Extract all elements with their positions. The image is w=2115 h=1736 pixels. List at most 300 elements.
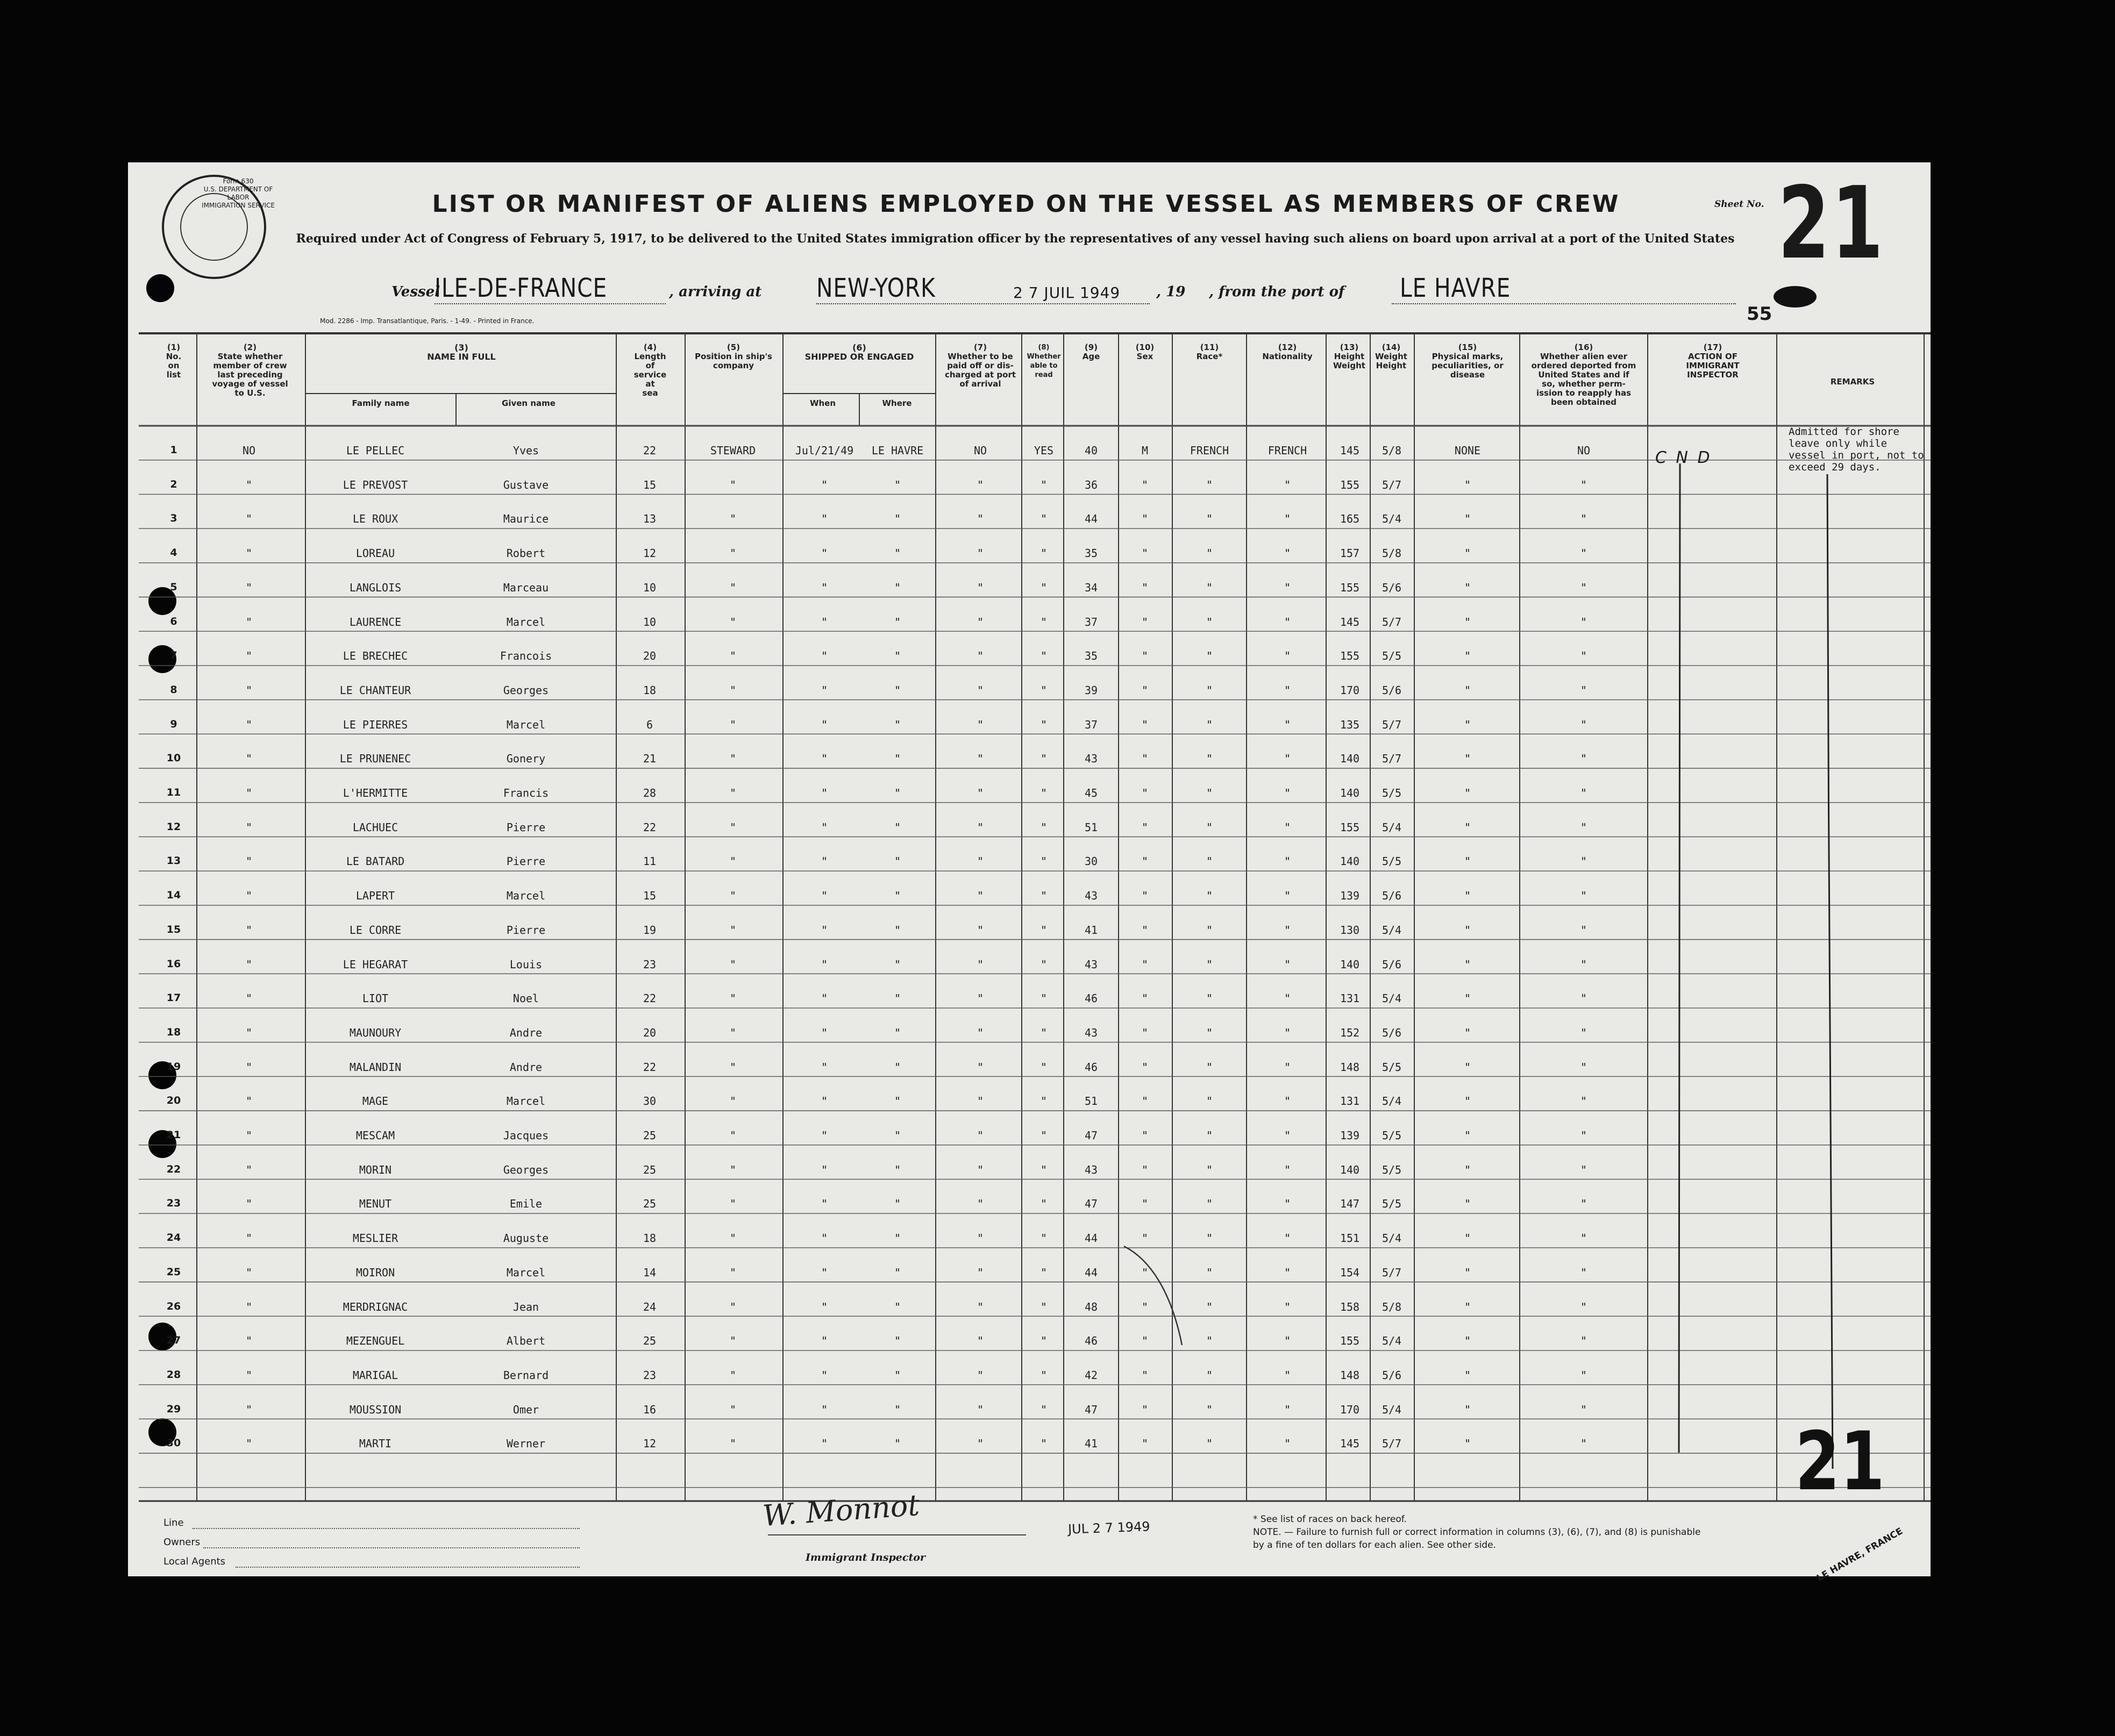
- cell-given: Emile: [509, 1197, 543, 1211]
- races-note: * See list of races on back hereof.: [1253, 1514, 1407, 1525]
- cell-paid-off: ": [977, 1060, 984, 1074]
- cell-read: ": [1040, 1197, 1048, 1211]
- cell-age: 41: [1084, 1437, 1098, 1451]
- cell-marks: ": [1464, 1266, 1471, 1279]
- cell-age: 48: [1084, 1300, 1098, 1313]
- cell-where: ": [894, 615, 901, 628]
- cell-given: Yves: [512, 444, 539, 457]
- cell-where: ": [894, 649, 901, 663]
- cell-prev: ": [245, 478, 253, 491]
- cell-position: ": [729, 1197, 737, 1211]
- cell-when: ": [821, 478, 828, 491]
- cell-service: 20: [643, 649, 657, 663]
- cell-height: 5/4: [1381, 992, 1402, 1005]
- cell-paid-off: ": [977, 683, 984, 697]
- cell-marks: NONE: [1454, 444, 1481, 457]
- cell-age: 36: [1084, 478, 1098, 491]
- cell-nationality: ": [1284, 718, 1291, 731]
- cell-prev: ": [245, 923, 253, 937]
- cell-race: ": [1206, 1060, 1213, 1074]
- cell-paid-off: ": [977, 923, 984, 937]
- cell-prev: ": [245, 1232, 253, 1245]
- col-header-given-name: Given name: [502, 398, 556, 408]
- cell-read: ": [1040, 1300, 1048, 1313]
- cell-sex: ": [1141, 478, 1149, 491]
- cell-sex: ": [1141, 787, 1149, 799]
- cell-when: ": [821, 958, 828, 971]
- cell-position: ": [729, 1026, 737, 1039]
- cell-service: 11: [643, 855, 657, 868]
- cell-read: ": [1040, 718, 1048, 731]
- cell-when: ": [821, 1163, 828, 1176]
- cell-race: ": [1206, 923, 1213, 937]
- cell-position: ": [729, 1163, 737, 1176]
- cell-nationality: ": [1284, 1300, 1291, 1313]
- action-ditto-line: [1679, 463, 1680, 1453]
- cell-service: 18: [643, 1232, 657, 1245]
- cell-no: 12: [166, 820, 181, 833]
- cell-where: ": [894, 1197, 901, 1211]
- cell-deported: ": [1580, 649, 1587, 663]
- cell-where: ": [894, 1334, 901, 1348]
- cell-when: ": [821, 1437, 828, 1451]
- cell-race: ": [1206, 547, 1213, 560]
- cell-no: 7: [170, 649, 177, 662]
- cell-nationality: ": [1284, 683, 1291, 697]
- cell-read: ": [1040, 1129, 1048, 1142]
- cell-marks: ": [1464, 1437, 1471, 1451]
- cell-prev: ": [245, 958, 253, 971]
- cell-height: 5/4: [1381, 820, 1402, 834]
- cell-when: ": [821, 1368, 828, 1382]
- local-agents-label: Local Agents: [163, 1556, 226, 1567]
- cell-paid-off: ": [977, 581, 984, 594]
- col-header-where: Where: [882, 398, 912, 408]
- cell-read: ": [1040, 992, 1048, 1005]
- cell-age: 51: [1084, 1095, 1098, 1108]
- col-header-nationality: (12) Nationality: [1262, 342, 1313, 361]
- cell-deported: ": [1580, 478, 1587, 491]
- cell-no: 6: [170, 615, 177, 627]
- cell-marks: ": [1464, 1334, 1471, 1348]
- cell-paid-off: ": [977, 547, 984, 560]
- cell-age: 46: [1084, 1334, 1098, 1348]
- cell-when: ": [821, 1197, 828, 1211]
- cell-weight: 139: [1340, 1129, 1360, 1142]
- cell-deported: ": [1580, 547, 1587, 560]
- cell-no: 18: [166, 1026, 181, 1038]
- cell-marks: ": [1464, 1026, 1471, 1039]
- cell-deported: ": [1580, 752, 1587, 766]
- cell-where: ": [894, 718, 901, 731]
- cell-where: ": [894, 958, 901, 971]
- cell-read: ": [1040, 1163, 1048, 1176]
- cell-where: ": [894, 683, 901, 697]
- cell-service: 19: [643, 923, 657, 937]
- cell-when: ": [821, 581, 828, 594]
- cell-given: Marcel: [506, 889, 546, 903]
- cell-deported: ": [1580, 923, 1587, 937]
- cell-weight: 155: [1340, 581, 1360, 594]
- cell-service: 28: [643, 787, 657, 799]
- cell-given: Marceau: [503, 581, 549, 594]
- cell-read: ": [1040, 1026, 1048, 1039]
- col-header-family-name: Family name: [352, 398, 410, 408]
- cell-family: MESCAM: [355, 1129, 395, 1142]
- col-header-able-to-read: (8) Whether able to read: [1027, 344, 1061, 379]
- cell-race: ": [1206, 649, 1213, 663]
- cell-age: 43: [1084, 752, 1098, 766]
- cell-weight: 140: [1340, 855, 1360, 868]
- col-header-shipped-engaged: (6) SHIPPED OR ENGAGED: [804, 342, 914, 362]
- cell-service: 15: [643, 889, 657, 903]
- page-number: 55: [1747, 303, 1772, 325]
- cell-deported: ": [1580, 1129, 1587, 1142]
- footer-date-stamp: JUL 2 7 1949: [1067, 1519, 1150, 1537]
- cell-marks: ": [1464, 547, 1471, 560]
- cell-where: ": [894, 1163, 901, 1176]
- cell-sex: ": [1141, 512, 1149, 526]
- cell-service: 21: [643, 752, 657, 766]
- cell-paid-off: ": [977, 1266, 984, 1279]
- cell-sex: ": [1141, 1095, 1149, 1108]
- col-header-name: (3) NAME IN FULL: [427, 342, 496, 362]
- cell-read: ": [1040, 958, 1048, 971]
- cell-height: 5/5: [1381, 1060, 1402, 1074]
- cell-no: 29: [166, 1403, 181, 1415]
- cell-height: 5/5: [1381, 1197, 1402, 1211]
- cell-age: 35: [1084, 547, 1098, 560]
- cell-height: 5/6: [1381, 683, 1402, 697]
- col-header-deported: (16) Whether alien ever ordered deported from United States and if so, whether perm- ission to reapply has been obtained: [1531, 342, 1636, 407]
- printer-line: Mod. 2286 - Imp. Transatlantique, Paris. - 1-49. - Printed in France.: [320, 317, 535, 325]
- cell-family: MERDRIGNAC: [343, 1300, 408, 1313]
- cell-sex: ": [1141, 615, 1149, 628]
- cell-race: ": [1206, 581, 1213, 594]
- vessel-label: Vessel: [391, 284, 440, 300]
- col-header-height: (14) Weight Height: [1375, 342, 1407, 370]
- cell-where: ": [894, 1437, 901, 1451]
- inspector-label: Immigrant Inspector: [806, 1552, 925, 1563]
- cell-when: ": [821, 615, 828, 628]
- cell-nationality: ": [1284, 1129, 1291, 1142]
- cell-prev: ": [245, 1334, 253, 1348]
- cell-read: ": [1040, 683, 1048, 697]
- cell-when: ": [821, 1334, 828, 1348]
- cell-race: ": [1206, 1197, 1213, 1211]
- cell-weight: 170: [1340, 683, 1360, 697]
- col-header-physical-marks: (15) Physical marks, peculiarities, or disease: [1432, 342, 1504, 380]
- cell-no: 3: [170, 512, 177, 525]
- cell-nationality: ": [1284, 1403, 1291, 1416]
- cell-deported: ": [1580, 1300, 1587, 1313]
- cell-age: 37: [1084, 615, 1098, 628]
- cell-service: 20: [643, 1026, 657, 1039]
- cell-position: ": [729, 718, 737, 731]
- cell-prev: ": [245, 787, 253, 799]
- cell-no: 23: [166, 1197, 181, 1210]
- cell-height: 5/4: [1381, 1232, 1402, 1245]
- cell-weight: 157: [1340, 547, 1360, 560]
- cell-service: 12: [643, 1437, 657, 1451]
- cell-family: LAPERT: [355, 889, 395, 903]
- cell-no: 28: [166, 1368, 181, 1381]
- cell-prev: ": [245, 1197, 253, 1211]
- col-header-paid-off: (7) Whether to be paid off or dis- charged at port of arrival: [944, 342, 1016, 389]
- cell-given: Noel: [512, 992, 539, 1005]
- cell-no: 14: [166, 889, 181, 902]
- cell-position: ": [729, 1368, 737, 1382]
- cell-deported: ": [1580, 1368, 1587, 1382]
- cell-paid-off: ": [977, 1300, 984, 1313]
- cell-when: ": [821, 820, 828, 834]
- cell-height: 5/7: [1381, 1437, 1402, 1451]
- cell-race: ": [1206, 1163, 1213, 1176]
- cell-position: STEWARD: [710, 444, 756, 457]
- cell-service: 6: [646, 718, 653, 731]
- cell-race: ": [1206, 1232, 1213, 1245]
- cell-given: Jacques: [503, 1129, 549, 1142]
- cell-weight: 131: [1340, 1095, 1360, 1108]
- cell-family: LIOT: [362, 992, 389, 1005]
- cell-nationality: ": [1284, 1334, 1291, 1348]
- cell-when: ": [821, 1095, 828, 1108]
- cell-weight: 145: [1340, 1437, 1360, 1451]
- cell-service: 22: [643, 820, 657, 834]
- cell-read: ": [1040, 787, 1048, 799]
- cell-position: ": [729, 683, 737, 697]
- cell-height: 5/5: [1381, 1129, 1402, 1142]
- cell-prev: ": [245, 718, 253, 731]
- cell-given: Pierre: [506, 855, 546, 868]
- col-header-previous-voyage: (2) State whether member of crew last preceding voyage of vessel to U.S.: [212, 342, 288, 398]
- cell-position: ": [729, 547, 737, 560]
- cell-service: 12: [643, 547, 657, 560]
- cell-weight: 155: [1340, 820, 1360, 834]
- cell-paid-off: ": [977, 787, 984, 799]
- cell-paid-off: ": [977, 889, 984, 903]
- year-label: , 19: [1156, 284, 1186, 300]
- col-header-weight: (13) Height Weight: [1333, 342, 1365, 370]
- cell-deported: ": [1580, 718, 1587, 731]
- cell-family: LE BRECHEC: [343, 649, 408, 663]
- cell-race: ": [1206, 958, 1213, 971]
- cell-sex: ": [1141, 581, 1149, 594]
- cell-height: 5/4: [1381, 1403, 1402, 1416]
- cell-deported: ": [1580, 958, 1587, 971]
- cell-race: ": [1206, 1300, 1213, 1313]
- cell-when: ": [821, 855, 828, 868]
- cell-age: 35: [1084, 649, 1098, 663]
- cell-race: ": [1206, 1026, 1213, 1039]
- cell-prev: ": [245, 752, 253, 766]
- arriving-label: , arriving at: [669, 284, 762, 300]
- cell-service: 25: [643, 1334, 657, 1348]
- cell-position: ": [729, 889, 737, 903]
- cell-sex: ": [1141, 1334, 1149, 1348]
- cell-sex: ": [1141, 649, 1149, 663]
- cell-age: 43: [1084, 958, 1098, 971]
- cell-nationality: ": [1284, 1060, 1291, 1074]
- cell-deported: ": [1580, 683, 1587, 697]
- cell-no: 21: [166, 1129, 181, 1141]
- cell-given: Georges: [503, 1163, 549, 1176]
- cell-where: ": [894, 1368, 901, 1382]
- cell-read: ": [1040, 889, 1048, 903]
- cell-weight: 147: [1340, 1197, 1360, 1211]
- inspector-marks: [128, 162, 1931, 1576]
- cell-deported: ": [1580, 992, 1587, 1005]
- cell-sex: ": [1141, 1232, 1149, 1245]
- cell-position: ": [729, 1334, 737, 1348]
- cell-service: 23: [643, 958, 657, 971]
- cell-given: Andre: [509, 1026, 543, 1039]
- cell-age: 41: [1084, 923, 1098, 937]
- cell-nationality: ": [1284, 615, 1291, 628]
- cell-weight: 145: [1340, 615, 1360, 628]
- cell-sex: ": [1141, 855, 1149, 868]
- cell-age: 43: [1084, 889, 1098, 903]
- col-header-inspector-action: (17) ACTION OF IMMIGRANT INSPECTOR: [1686, 342, 1740, 380]
- cell-service: 23: [643, 1368, 657, 1382]
- cell-no: 4: [170, 547, 177, 559]
- cell-paid-off: ": [977, 1232, 984, 1245]
- cell-sex: ": [1141, 1437, 1149, 1451]
- cell-position: ": [729, 649, 737, 663]
- cell-race: ": [1206, 1437, 1213, 1451]
- pen-stroke: [1124, 1246, 1182, 1345]
- cell-read: ": [1040, 855, 1048, 868]
- cell-deported: ": [1580, 1060, 1587, 1074]
- remarks-text: Admitted for shore leave only while vessel in port, not to exceed 29 days.: [1789, 426, 1924, 473]
- cell-nationality: FRENCH: [1267, 444, 1307, 457]
- cell-position: ": [729, 752, 737, 766]
- cell-weight: 131: [1340, 992, 1360, 1005]
- cell-position: ": [729, 615, 737, 628]
- cell-read: YES: [1034, 444, 1054, 457]
- cell-paid-off: ": [977, 1095, 984, 1108]
- sheet-number: 21: [1778, 165, 1885, 281]
- cell-family: MARIGAL: [352, 1368, 398, 1382]
- manifest-sheet: [128, 162, 1931, 1584]
- cell-weight: 152: [1340, 1026, 1360, 1039]
- cell-prev: ": [245, 1060, 253, 1074]
- cell-nationality: ": [1284, 820, 1291, 834]
- cell-prev: ": [245, 1300, 253, 1313]
- cell-age: 39: [1084, 683, 1098, 697]
- cell-paid-off: ": [977, 478, 984, 491]
- cell-race: ": [1206, 1403, 1213, 1416]
- cell-read: ": [1040, 752, 1048, 766]
- cell-weight: 135: [1340, 718, 1360, 731]
- cell-read: ": [1040, 1368, 1048, 1382]
- cell-where: ": [894, 992, 901, 1005]
- cell-read: ": [1040, 1403, 1048, 1416]
- cell-where: ": [894, 512, 901, 526]
- cell-marks: ": [1464, 992, 1471, 1005]
- cell-race: ": [1206, 512, 1213, 526]
- cell-nationality: ": [1284, 649, 1291, 663]
- cell-no: 9: [170, 718, 177, 730]
- from-port-label: , from the port of: [1209, 284, 1345, 300]
- cell-deported: ": [1580, 889, 1587, 903]
- cell-nationality: ": [1284, 1163, 1291, 1176]
- cell-read: ": [1040, 615, 1048, 628]
- cell-service: 18: [643, 683, 657, 697]
- cell-nationality: ": [1284, 787, 1291, 799]
- cell-prev: ": [245, 889, 253, 903]
- cell-position: ": [729, 1300, 737, 1313]
- cell-deported: NO: [1577, 444, 1591, 457]
- cell-race: ": [1206, 683, 1213, 697]
- cell-no: 16: [166, 958, 181, 970]
- col-header-sex: (10) Sex: [1135, 342, 1155, 361]
- cell-paid-off: NO: [973, 444, 987, 457]
- col-header-length-of-service: (4) Length of service at sea: [633, 342, 667, 398]
- cell-given: Marcel: [506, 1266, 546, 1279]
- cell-height: 5/6: [1381, 958, 1402, 971]
- cell-family: LE PREVOST: [343, 478, 408, 491]
- cell-marks: ": [1464, 718, 1471, 731]
- line-label: Line: [163, 1517, 184, 1528]
- cell-family: LACHUEC: [352, 820, 398, 834]
- cell-sex: ": [1141, 923, 1149, 937]
- cell-where: ": [894, 1403, 901, 1416]
- cell-weight: 155: [1340, 478, 1360, 491]
- cell-no: 1: [170, 444, 177, 456]
- departure-port: LE HAVRE: [1400, 273, 1511, 303]
- cell-weight: 140: [1340, 1163, 1360, 1176]
- arriving-port: NEW-YORK: [816, 273, 936, 303]
- cell-position: ": [729, 478, 737, 491]
- cell-family: LE PRUNENEC: [339, 752, 411, 766]
- cell-read: ": [1040, 923, 1048, 937]
- cell-weight: 151: [1340, 1232, 1360, 1245]
- inspector-action-cnd: C N D: [1655, 448, 1712, 467]
- cell-read: ": [1040, 1232, 1048, 1245]
- cell-when: ": [821, 1232, 828, 1245]
- cell-when: ": [821, 683, 828, 697]
- cell-family: MORIN: [359, 1163, 392, 1176]
- remarks-ditto-line: [1827, 474, 1833, 1469]
- seal-text: LE HAVRE, FRANCE: [1815, 1526, 1905, 1584]
- cell-position: ": [729, 512, 737, 526]
- cell-sex: ": [1141, 1403, 1149, 1416]
- cell-deported: ": [1580, 615, 1587, 628]
- cell-height: 5/7: [1381, 752, 1402, 766]
- cell-where: ": [894, 1095, 901, 1108]
- department: U.S. DEPARTMENT OF LABOR: [203, 185, 273, 201]
- cell-paid-off: ": [977, 820, 984, 834]
- cell-when: ": [821, 1403, 828, 1416]
- cell-position: ": [729, 820, 737, 834]
- cell-race: ": [1206, 820, 1213, 834]
- cell-age: 44: [1084, 1266, 1098, 1279]
- cell-sex: ": [1141, 1163, 1149, 1176]
- cell-given: Marcel: [506, 615, 546, 628]
- cell-when: ": [821, 752, 828, 766]
- cell-marks: ": [1464, 958, 1471, 971]
- cell-age: 46: [1084, 1060, 1098, 1074]
- col-header-position: (5) Position in ship's company: [695, 342, 772, 370]
- cell-prev: ": [245, 855, 253, 868]
- cell-given: Bernard: [503, 1368, 549, 1382]
- arrival-date-stamp: 2 7 JUIL 1949: [1013, 284, 1121, 302]
- cell-family: LANGLOIS: [349, 581, 402, 594]
- cell-height: 5/7: [1381, 1266, 1402, 1279]
- cell-age: 46: [1084, 992, 1098, 1005]
- cell-position: ": [729, 992, 737, 1005]
